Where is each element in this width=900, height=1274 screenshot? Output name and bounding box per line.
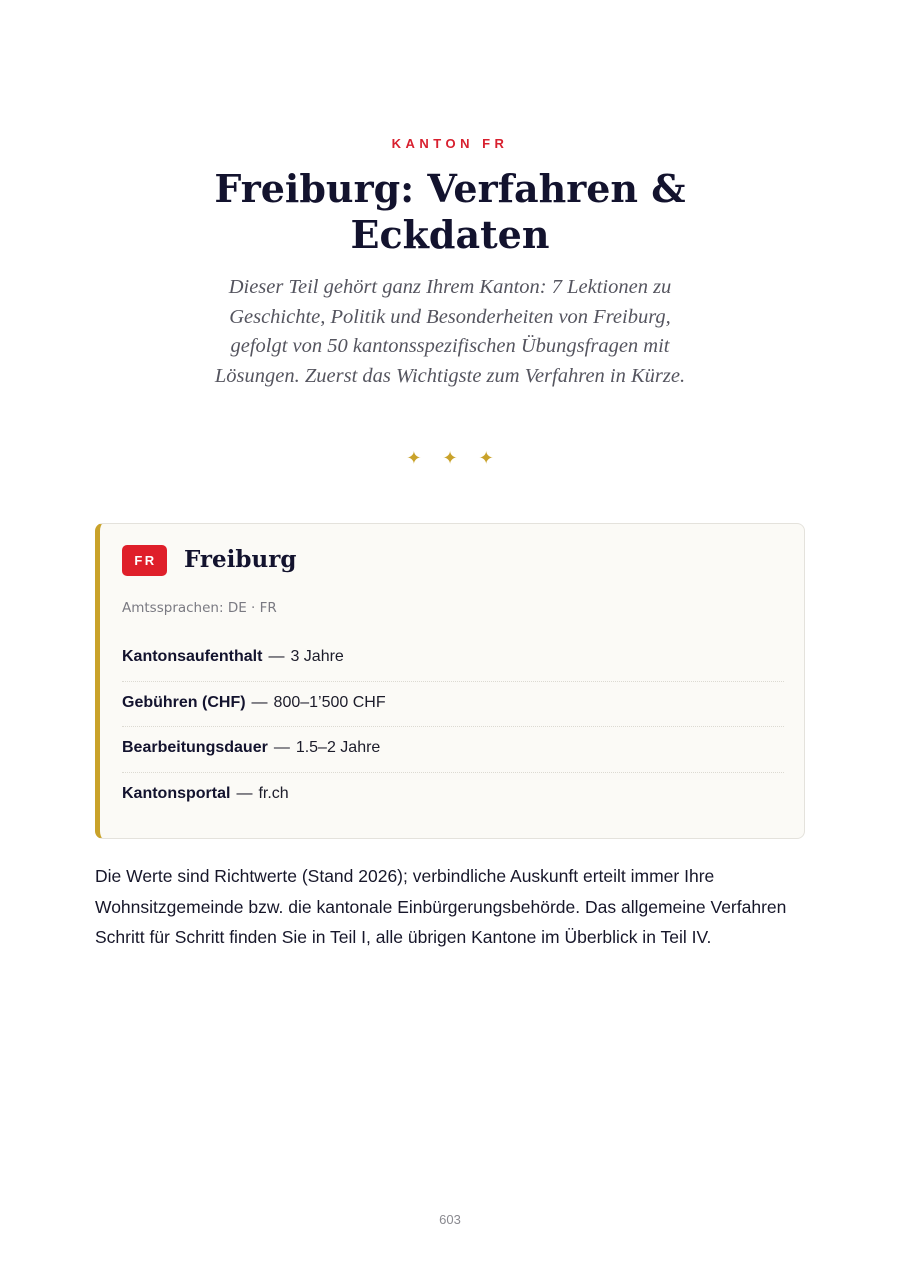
canton-badge: FR	[122, 545, 167, 576]
section-kicker: KANTON FR	[391, 136, 509, 151]
fact-separator: —	[251, 693, 268, 711]
fact-value: 3 Jahre	[290, 648, 344, 665]
canton-fact-card	[95, 523, 805, 839]
fact-value: 1.5–2 Jahre	[295, 739, 381, 756]
star-icon: ✦	[442, 448, 458, 468]
fact-value: 800–1’500 CHF	[273, 693, 386, 711]
fact-separator: —	[268, 648, 285, 665]
fact-value: fr.ch	[258, 784, 289, 802]
fact-separator: —	[236, 784, 253, 802]
page-title: Freiburg: Verfahren & Eckdaten	[214, 166, 686, 257]
star-icon: ✦	[478, 448, 494, 468]
star-icon: ✦	[406, 448, 422, 468]
body-paragraph: Die Werte sind Richtwerte (Stand 2026); verbindliche Auskunft erteilt immer Ihre Wohnsitzgemeinde bzw. die kantonale Einbürgerungsbehörde. Das allgemeine Verfahren Schritt für Schritt finden Sie in Teil I, alle übrigen Kantone im Überblick in Teil IV.	[95, 866, 787, 947]
fact-label: Kantonsaufenthalt	[122, 648, 263, 665]
official-languages: Amtssprachen: DE · FR	[122, 600, 277, 616]
fact-row-duration	[122, 727, 784, 773]
canton-name: Freiburg	[184, 546, 297, 573]
fact-row-portal	[122, 773, 784, 819]
lead-paragraph: Dieser Teil gehört ganz Ihrem Kanton: 7 Lektionen zu Geschichte, Politik und Besonderheiten von Freiburg, gefolgt von 50 kantonsspezifischen Übungsfragen mit Lösungen. Zuerst das Wichtigste zum Verfahren in Kürze.	[214, 276, 686, 387]
ornament-divider	[0, 448, 900, 469]
fact-label: Bearbeitungsdauer	[122, 739, 268, 756]
fact-list	[122, 636, 784, 818]
fact-label: Kantonsportal	[122, 784, 231, 802]
fact-label: Gebühren (CHF)	[122, 693, 246, 711]
fact-row-residence	[122, 636, 784, 682]
page-number: 603	[439, 1212, 461, 1227]
fact-row-fees	[122, 682, 784, 728]
fact-separator: —	[273, 739, 290, 756]
